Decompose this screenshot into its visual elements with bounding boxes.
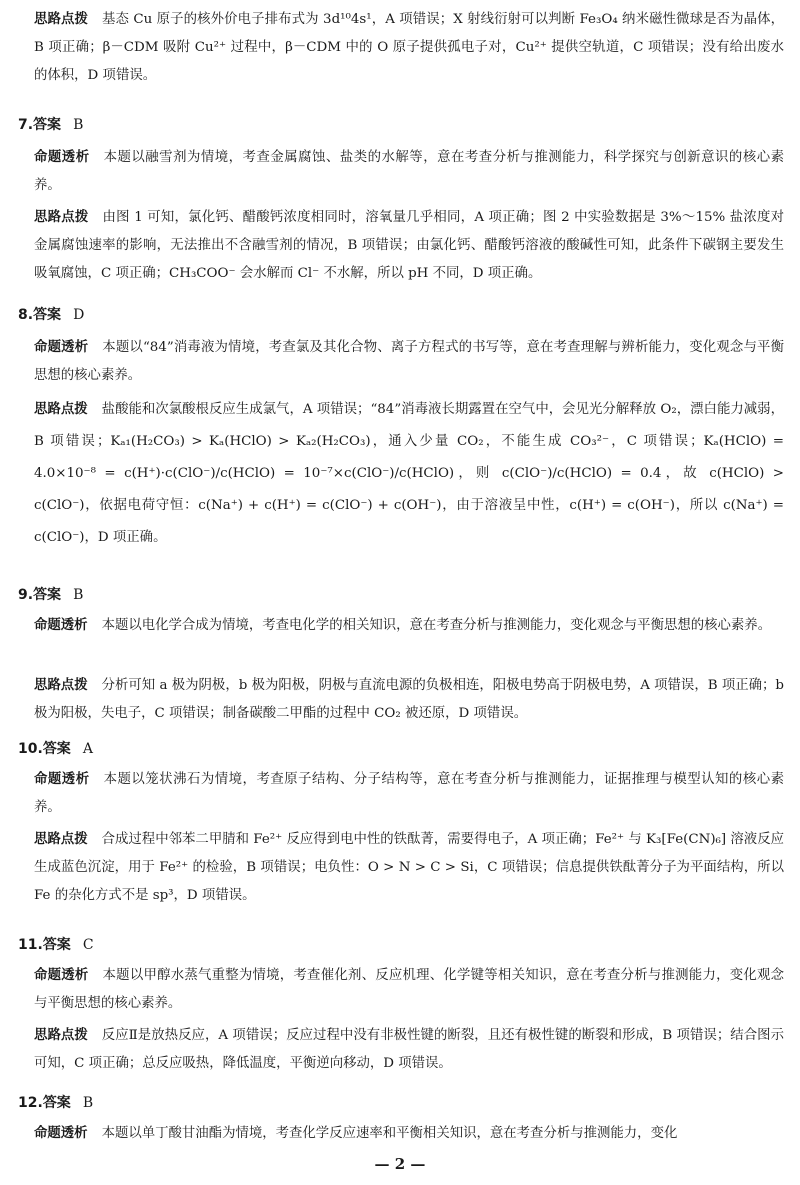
q9-answer-line bbox=[18, 584, 83, 604]
intent-label: 命题透析 bbox=[34, 150, 90, 165]
q8-answer: D bbox=[73, 307, 85, 323]
analysis-label: 思路点拨 bbox=[34, 678, 88, 693]
analysis-label: 思路点拨 bbox=[34, 210, 89, 225]
analysis-label: 思路点拨 bbox=[34, 1028, 88, 1043]
analysis-label: 思路点拨 bbox=[34, 832, 88, 847]
q11-answer-line bbox=[18, 934, 94, 954]
q7-answer: B bbox=[73, 117, 84, 133]
q10-analysis bbox=[34, 826, 784, 910]
q6-analysis bbox=[34, 6, 784, 90]
q8-answer-line bbox=[18, 304, 84, 324]
q9-intent-text: 本题以电化学合成为情境，考查电化学的相关知识，意在考查分析与推测能力，变化观念与平衡思想的核心素养。 bbox=[101, 618, 772, 633]
q10-analysis-text: 合成过程中邻苯二甲腈和 Fe²⁺ 反应得到电中性的铁酞菁，需要得电子，A 项正确；Fe²⁺ 与 K₃[Fe(CN)₆] 溶液反应生成蓝色沉淀，用于 Fe²⁺ 的检验，B 项错误；电负性：O > N > C > Si，C 项错误；信息提供铁酞菁分子为平面结构，所以 Fe 的杂化方式不是 sp³，D 项错误。 bbox=[34, 832, 784, 903]
intent-label: 命题透析 bbox=[34, 1126, 88, 1141]
answer-label: 答案 bbox=[33, 307, 62, 323]
analysis-label: 思路点拨 bbox=[34, 12, 89, 27]
q10-answer-line bbox=[18, 738, 93, 758]
q7-analysis-text: 由图 1 可知，氯化钙、醋酸钙浓度相同时，溶氧量几乎相同，A 项正确；图 2 中实验数据是 3%～15% 盐浓度对金属腐蚀速率的影响，无法推出不含融雪剂的情况，B 项错误；由氯化钙、醋酸钙溶液的酸碱性可知，此条件下碳钢主要发生吸氧腐蚀，C 项正确；CH₃COO⁻ 会水解而 Cl⁻ 不水解，所以 pH 不同，D 项正确。 bbox=[34, 210, 785, 281]
q7-intent bbox=[34, 144, 784, 200]
q8-number: 8. bbox=[18, 307, 34, 323]
q9-analysis bbox=[34, 672, 784, 728]
q7-analysis bbox=[34, 204, 784, 288]
q11-intent bbox=[34, 962, 784, 1018]
q12-intent bbox=[34, 1120, 784, 1148]
q10-intent-text: 本题以笼状沸石为情境，考查原子结构、分子结构等，意在考查分析与推测能力，证据推理与模型认知的核心素养。 bbox=[34, 772, 785, 815]
analysis-label: 思路点拨 bbox=[34, 402, 88, 417]
q7-answer-line bbox=[18, 114, 83, 134]
q6-analysis-text: 基态 Cu 原子的核外价电子排布式为 3d¹⁰4s¹，A 项错误；X 射线衍射可以判断 Fe₃O₄ 纳米磁性微球是否为晶体，B 项正确；β－CDM 吸附 Cu²⁺ 过程中，β－CDM 中的 O 原子提供孤电子对，Cu²⁺ 提供空轨道，C 项错误；没有给出废水的体积，D 项错误。 bbox=[34, 12, 784, 83]
answer-label: 答案 bbox=[42, 937, 71, 953]
page-number: — 2 — bbox=[374, 1155, 426, 1173]
answer-label: 答案 bbox=[42, 1095, 71, 1111]
q11-analysis-text: 反应Ⅱ是放热反应，A 项错误；反应过程中没有非极性键的断裂，且还有极性键的断裂和形成，B 项错误；结合图示可知，C 项正确；总反应吸热，降低温度，平衡逆向移动，D 项错误。 bbox=[34, 1028, 785, 1071]
answer-label: 答案 bbox=[33, 117, 62, 133]
q11-number: 11. bbox=[18, 937, 43, 953]
q11-intent-text: 本题以甲醇水蒸气重整为情境，考查催化剂、反应机理、化学键等相关知识，意在考查分析与推测能力，变化观念与平衡思想的核心素养。 bbox=[34, 968, 785, 1011]
q9-analysis-text: 分析可知 a 极为阴极，b 极为阳极，阴极与直流电源的负极相连，阳极电势高于阴极电势，A 项错误，B 项正确；b 极为阳极，失电子，C 项错误；制备碳酸二甲酯的过程中 CO₂ 被还原，D 项错误。 bbox=[34, 678, 785, 721]
q8-intent-text: 本题以“84”消毒液为情境，考查氯及其化合物、离子方程式的书写等，意在考查理解与辨析能力，变化观念与平衡思想的核心素养。 bbox=[34, 340, 785, 383]
q9-answer: B bbox=[73, 587, 84, 603]
q12-answer-line bbox=[18, 1092, 93, 1112]
q11-answer: C bbox=[82, 937, 94, 953]
q8-analysis-text: 盐酸能和次氯酸根反应生成氯气，A 项错误；“84”消毒液长期露置在空气中，会见光分解释放 O₂，漂白能力减弱，B 项错误；Kₐ₁(H₂CO₃) > Kₐ(HClO) > Kₐ₂(H₂CO₃)，通入少量 CO₂，不能生成 CO₃²⁻，C 项错误；Kₐ(HClO) = 4.0×10⁻⁸ = c(H⁺)·c(ClO⁻)/c(HClO) = 10⁻⁷×c(ClO⁻)/c(HClO)，则 c(ClO⁻)/c(HClO) = 0.4，故 c(HClO) > c(ClO⁻)，依据电荷守恒：c(Na⁺) + c(H⁺) = c(ClO⁻) + c(OH⁻)，由于溶液呈中性，c(H⁺) = c(OH⁻)，所以 c(Na⁺) = c(ClO⁻)，D 项正确。 bbox=[34, 402, 784, 545]
q12-number: 12. bbox=[18, 1095, 43, 1111]
intent-label: 命题透析 bbox=[34, 618, 88, 633]
intent-label: 命题透析 bbox=[34, 340, 89, 355]
q7-number: 7. bbox=[18, 117, 34, 133]
intent-label: 命题透析 bbox=[34, 968, 89, 983]
answer-label: 答案 bbox=[42, 741, 71, 757]
q10-intent bbox=[34, 766, 784, 822]
q9-number: 9. bbox=[18, 587, 34, 603]
q10-number: 10. bbox=[18, 741, 43, 757]
q9-intent bbox=[34, 612, 784, 640]
q11-analysis bbox=[34, 1022, 784, 1078]
q8-intent bbox=[34, 334, 784, 390]
q10-answer: A bbox=[82, 741, 93, 757]
intent-label: 命题透析 bbox=[34, 772, 90, 787]
q7-intent-text: 本题以融雪剂为情境，考查金属腐蚀、盐类的水解等，意在考查分析与推测能力，科学探究与创新意识的核心素养。 bbox=[34, 150, 785, 193]
q12-answer: B bbox=[82, 1095, 94, 1111]
q12-intent-text: 本题以单丁酸甘油酯为情境，考查化学反应速率和平衡相关知识，意在考查分析与推测能力，变化 bbox=[101, 1126, 678, 1141]
answer-label: 答案 bbox=[33, 587, 62, 603]
q8-analysis bbox=[34, 394, 784, 554]
